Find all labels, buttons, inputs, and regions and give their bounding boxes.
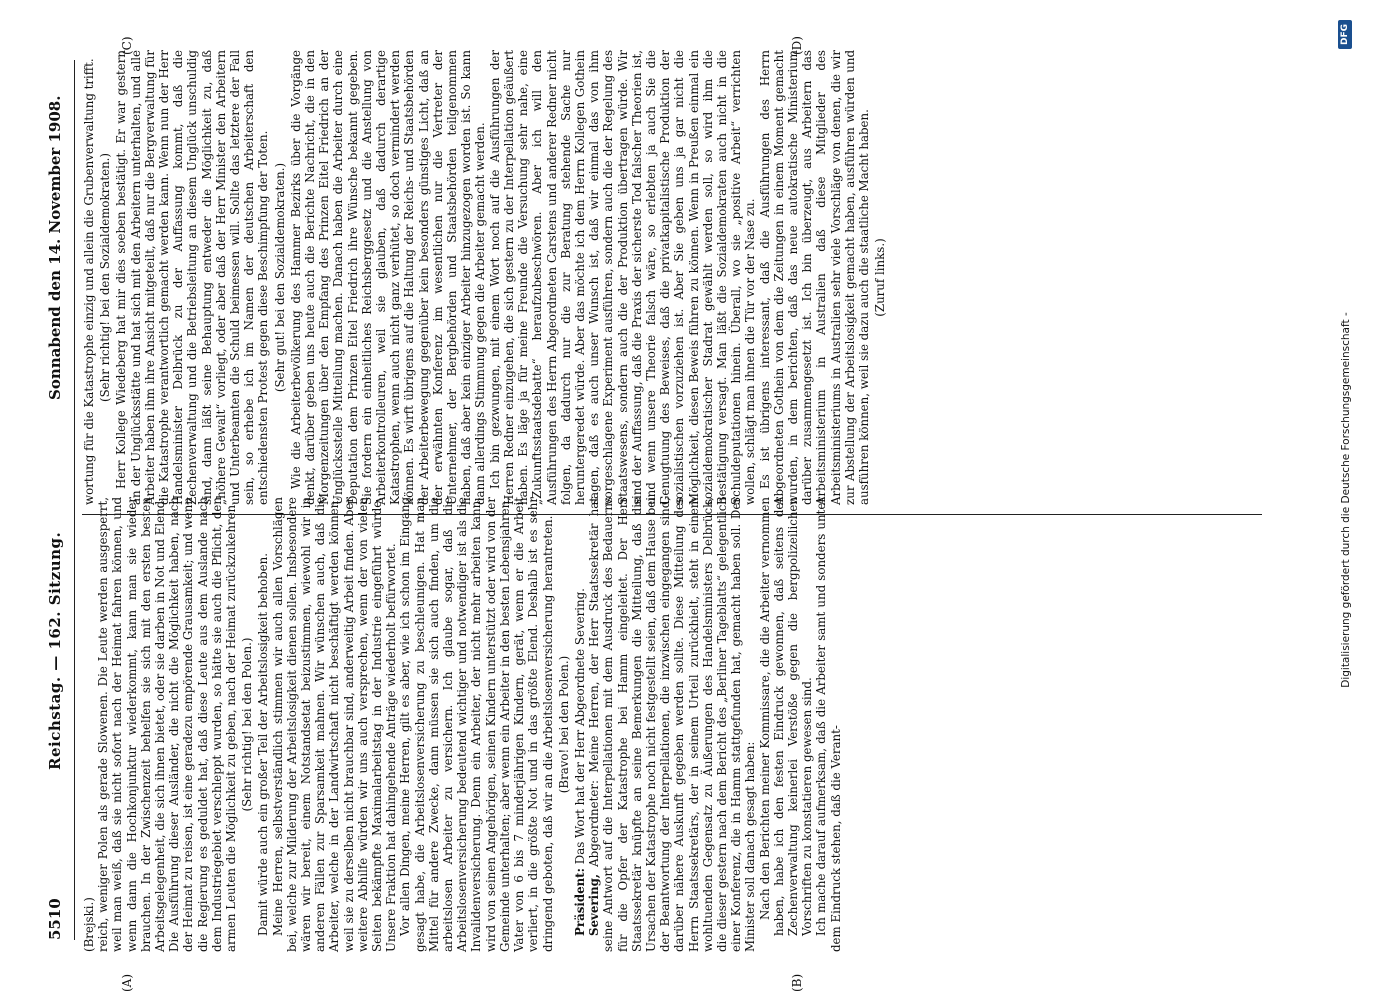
paragraph: reich, weniger Polen als gerade Slowenen. Die Leute werden ausgesperrt, weil man weiß, daß sie nicht sofort nach der Heimat fahren können, und wenn dann die Hochkonjunktur wiederkommt, kann man sie wieder brauchen. In der Zwischenzeit behelfen sie sich mit den ersten besten Arbeitsgelegenheit, die sich ihnen bietet, oder sie darben in Not und Elend. Die Ausführung dieser Ausländer, die nicht die Möglichkeit haben, nach der Heimat zu reisen, ist eine geradezu empörende Grausamkeit; und wenn die Regierung es geduldet hat, daß diese Leute aus dem Auslande nach dem Industriegebiet verschleppt wurden, so hätte sie auch die Pflicht, den armen Leuten die Möglichkeit zu geben, nach der Heimat zurückzukehren. [96, 497, 239, 952]
margin-marker-c: (C) [120, 36, 134, 55]
margin-marker-a: (A) [120, 973, 134, 992]
paragraph: Ich mache darauf aufmerksam, daß die Arbeiter samt und sonders unter dem Eindruck stehen, daß die Verant- [814, 497, 843, 952]
margin-marker-b: (B) [790, 973, 804, 992]
page-header [46, 60, 70, 940]
margin-marker-d: (D) [790, 36, 804, 55]
page-number: 5510 [46, 898, 64, 940]
session-title: Reichstag. — 162. Sitzung. [46, 531, 64, 770]
session-date: Sonnabend den 14. November 1908. [46, 95, 64, 400]
interjection: (Bravo! bei den Polen.) [556, 655, 571, 794]
paragraph: Herr Kollege Wiedeberg hat mir dies soeben bestätigt. Er war gestern an der Unglücksstätte und hat sich mit den Arbeitern unterhalten, und alle Arbeiter haben ihm ihre Ansicht mitgeteilt, daß nur die Bergverwaltung für die Katastrophe verantwortlich gemacht werden kann. Wenn nun der Herr Handelsminister Delbrück zu der Auffassung kommt, daß die Zechenverwaltung und die Betriebsleitung an diesem Unglück unschuldig sind, dann läßt seine Behauptung entweder die Möglichkeit zu, daß „höhere Gewalt“ vorliegt, oder aber daß der Herr Minister den Arbeitern und Unterbeamten die Schuld beimessen will. Sollte das letztere der Fall sein, so erhebe ich im Namen der deutschen Arbeiterschaft den entschiedensten Protest gegen diese Beschimpfung der Toten. [114, 50, 271, 505]
speech-text: Abgeordneter: Meine Herren, der Herr Staatssekretär hat seine Antwort auf die Interpellationen mit dem Ausdruck des Bedauerns für die Opfer der Katastrophe bei Hamm eingeleitet. Der Herr Staatssekretär knüpfte an seine Bemerkungen die Mitteilung, daß die Ursachen der Katastrophe noch nicht festgestellt seien, daß dem Hause bei der Beantwortung der Interpellationen, die inzwischen eingegangen sind, darüber nähere Auskunft gegeben werden sollte. Diese Mitteilung des Herrn Staatssekretärs, der in seinem Urteil zurückhielt, steht in einem wohltuenden Gegensatz zu Äußerungen des Handelsministers Delbrück, die dieser gestern nach dem Bericht des „Berliner Tageblatts“ gelegentlich einer Konferenz, die in Hamm stattgefunden hat, gemacht haben soll. Der Minister soll danach gesagt haben: [587, 496, 758, 952]
left-column [82, 497, 843, 952]
quotation: Nach den Berichten meiner Kommissare, die die Arbeiter vernommen haben, habe ich den festen Eindruck gewonnen, daß seitens der Zechenverwaltung keinerlei Verstöße gegen die bergpolizeilichen Vorschriften zu konstatieren gewesen sind. [757, 497, 815, 936]
paragraph: wortung für die Katastrophe einzig und allein die Grubenverwaltung trifft. [82, 58, 96, 505]
column-divider [82, 514, 1262, 515]
paragraph: Ich bin gezwungen, mit einem Wort noch auf die Ausführungen der Herren Redner einzugehen, die sich gestern zu der Interpellation geäußert haben. Es läge ja für meine Freunde die Versuchung sehr nahe, eine „Zukunftsstaatsdebatte“ heraufzubeschwören. Aber ich will den Ausführungen des Herrn Abgeordneten Carstens und anderer Redner nicht folgen, da dadurch nur die zur Beratung stehende Sache nur heruntergeredet würde. Aber das möchte ich dem Herrn Kollegen Gothein sagen, daß es auch unser Wunsch ist, daß wir einmal das von ihm vorgeschlagene Experiment ausführen, sondern auch die der Regelung des Staatswesens, sondern auch die der Produktion übertragen würde. Wir sind der Auffassung, daß die Praxis der sicherste Tod falscher Theorien ist, und wenn unsere Theorie falsch wäre, so erlebten ja auch Sie die Genugtuung des Beweises, daß die privatkapitalistische Produktion der sozialistischen vorzuziehen ist. Aber Sie geben uns ja gar nicht die Möglichkeit, diesen Beweis führen zu können. Wenn in Preußen einmal ein sozialdemokratischer Stadrat gewählt werden soll, so wird ihm die Bestätigung versagt. Man läßt die Sozialdemokraten auch nicht in die Schuldeputationen hinein. Überall, wo sie „positive Arbeit“ verrichten wollen, schlägt man ihnen die Tür vor der Nase zu. [487, 50, 758, 505]
paragraph: Wie die Arbeiterbevölkerung des Hammer Bezirks über die Vorgänge denkt, darüber geben uns heute auch die Berichte Nachricht, die in den Morgenzeitungen über den Empfang des Prinzen Eitel Friedrich an der Unglücksstelle Mitteilung machen. Danach haben die Arbeiter durch eine Deputation dem Prinzen Eitel Friedrich ihre Wünsche bekannt gegeben. Sie fordern ein einheitliches Reichsberggesetz und die Anstellung von Arbeiterkontrolleuren, weil sie glauben, daß dadurch derartige Katastrophen, wenn auch nicht ganz verhütet, so doch vermindert werden können. Es wirft übrigens auf die Haltung der Reichs- und Staatsbehörden der Arbeiterbewegung gegenüber kein besonders günstiges Licht, daß an der erwähnten Konferenz im wesentlichen nur die Vertreter der Unternehmer, der Bergbehörden und Staatsbehörden teilgenommen haben, daß aber kein einziger Arbeiter hinzugezogen worden ist. So kann dann allerdings Stimmung gegen die Arbeiter gemacht werden. [288, 50, 488, 505]
paragraph: Es ist übrigens interessant, daß die Ausführungen des Herrn Abgeordneten Gothein von dem die Zeitungen in einem Moment gemacht wurden, in dem berichten, daß das neue autokratische Ministerium darüber zusammengesetzt ist. Ich bin überzeugt, aus Arbeitern das Arbeitsministerium in Australien daß diese Mitglieder des Arbeitsministeriums in Australien sehr viele Vorschläge von denen, die wir zur Abstellung der Arbeitslosigkeit gemacht haben, ausführen würden und ausführen können, weil sie dazu auch die staatliche Macht haben. [757, 50, 871, 505]
right-column [82, 50, 889, 505]
severing-paragraph [587, 497, 757, 952]
interjection: (Sehr richtig! bei den Sozialdemokraten.) [98, 152, 113, 403]
speaker-tag: (Brejski.) [82, 897, 96, 952]
paragraph: Meine Herren, selbstverständlich stimmen wir auch allen Vorschlägen bei, welche zur Milderung der Arbeitslosigkeit dienen sollen. Insbesondere wären wir bereit, einem Notstandsetat beizustimmen, wiewohl wir in anderen Fällen zur Sparsamkeit mahnen. Wir wünschen auch, daß die Arbeiter, welche in der Landwirtschaft nicht beschäftigt werden können, weil sie zu derselben nicht brauchbar sind, anderweitig Arbeit finden. Aber weitere Abhilfe würden wir uns auch versprechen, wenn der von vielen Seiten bekämpfte Maximalarbeitstag in der Industrie eingeführt würde. Unsere Fraktion hat dahingehende Anträge wiederholt befürwortet. [270, 497, 399, 952]
paragraph: Damit würde auch ein großer Teil der Arbeitslosigkeit behoben. [256, 553, 271, 936]
paragraph: Vor allen Dingen, meine Herren, gilt es aber, wie ich schon im Eingang gesagt habe, die Arbeitslosenversicherung zu beschleunigen. Hat man Mittel für andere Zwecke, dann müssen sie sich auch finden, um die arbeitslosen Arbeiter zu versichern. Ich glaube sogar, daß die Arbeitslosenversicherung bedeutend wichtiger und notwendiger ist als die Invalidenversicherung. Denn ein Arbeiter, der nicht mehr arbeiten kann, wird von seinen Angehörigen, seinen Kindern unterstützt oder wird von der Gemeinde unterhalten; aber wenn ein Arbeiter in den besten Lebensjahren, Vater von 6 bis 7 minderjährigen Kindern, gerät, wenn er die Arbeit verliert, in die größte Not und in das größte Elend. Deshalb ist es sehr dringend geboten, daß wir an die Arbeitslosenversicherung herantreten. [398, 496, 555, 952]
interjection: (Zuruf links.) [873, 238, 888, 317]
header-rule [74, 60, 75, 940]
president-paragraph [573, 497, 587, 952]
speech-text: Das Wort hat der Herr Abgeordnete Severing. [572, 588, 587, 865]
funding-note: Digitalisierung gefördert durch die Deutsche Forschungsgemeinschaft - [1340, 312, 1352, 688]
speaker-label: Severing, [587, 873, 602, 936]
interjection: (Sehr richtig! bei den Polen.) [240, 637, 255, 812]
digitization-note [1340, 8, 1370, 992]
speaker-label: Präsident: [572, 868, 587, 936]
interjection: (Sehr gut! bei den Sozialdemokraten.) [272, 162, 287, 393]
dfg-logo: DFG [1338, 20, 1352, 49]
